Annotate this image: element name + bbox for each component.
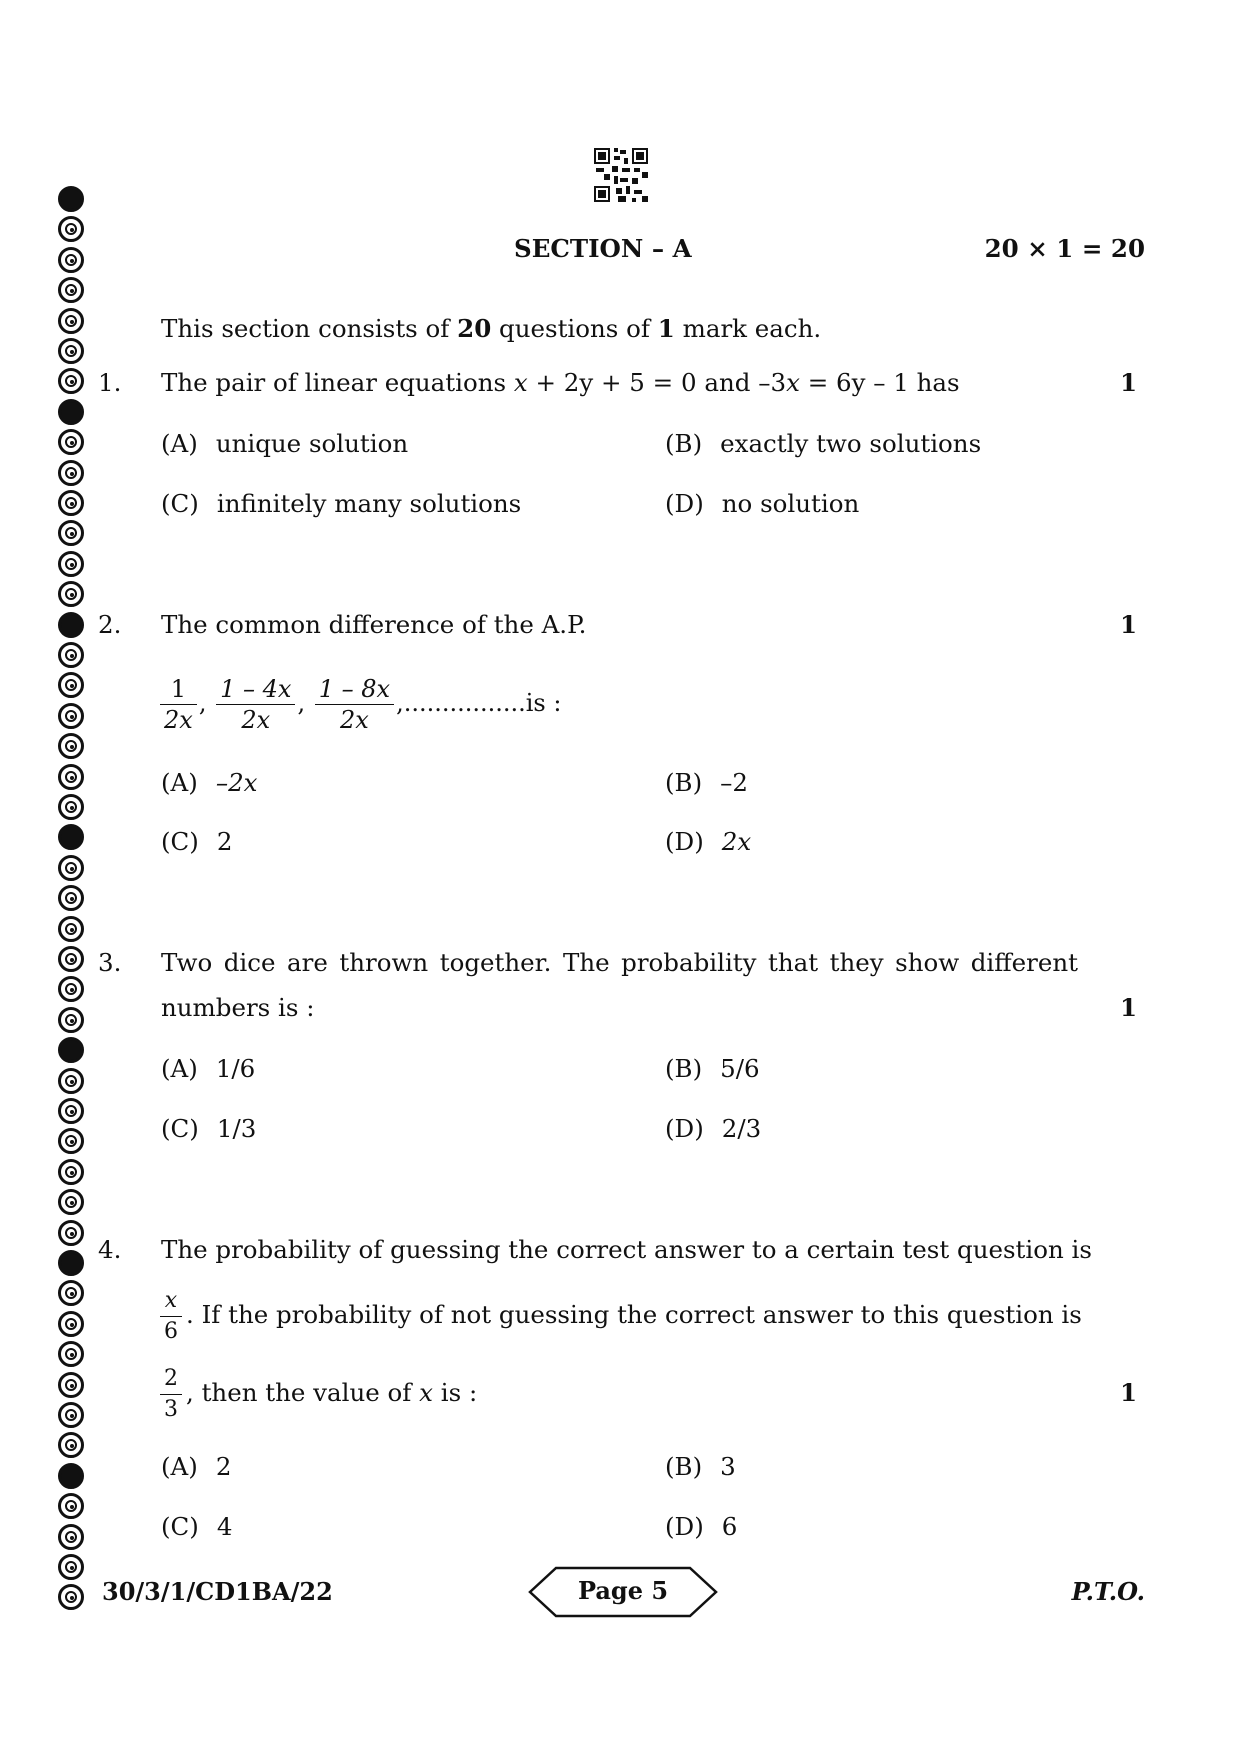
section-title: SECTION – A xyxy=(514,234,692,263)
concentric-marker-icon xyxy=(58,764,84,790)
concentric-marker-icon xyxy=(58,1554,84,1580)
concentric-marker-icon xyxy=(58,1402,84,1428)
concentric-marker-icon xyxy=(58,581,84,607)
question-3-text-line-1: Two dice are thrown together. The probability that they show different xyxy=(161,948,1078,977)
section-marks: 20 × 1 = 20 xyxy=(984,234,1145,263)
qr-code xyxy=(594,148,648,202)
question-number-3: 3. xyxy=(98,948,122,977)
ap-term-1: $\frac{1}{2x}$ xyxy=(160,674,197,735)
q2-option-c: (C) 2 xyxy=(161,827,233,856)
q3-option-d: (D) 2/3 xyxy=(665,1114,762,1143)
concentric-marker-icon xyxy=(58,216,84,242)
concentric-marker-icon xyxy=(58,1432,84,1458)
q4-option-b: (B) 3 xyxy=(665,1452,736,1481)
concentric-marker-icon xyxy=(58,338,84,364)
q3-option-a: (A) 1/6 xyxy=(161,1054,256,1083)
concentric-marker-icon xyxy=(58,1372,84,1398)
concentric-marker-icon xyxy=(58,885,84,911)
concentric-marker-icon xyxy=(58,672,84,698)
please-turn-over: P.T.O. xyxy=(1071,1577,1145,1606)
concentric-marker-icon xyxy=(58,1341,84,1367)
solid-marker-icon xyxy=(58,612,84,638)
concentric-marker-icon xyxy=(58,703,84,729)
concentric-marker-icon xyxy=(58,1493,84,1519)
concentric-marker-icon xyxy=(58,1189,84,1215)
question-number-2: 2. xyxy=(98,610,122,639)
question-3-marks: 1 xyxy=(1119,993,1137,1022)
concentric-marker-icon xyxy=(58,976,84,1002)
concentric-marker-icon xyxy=(58,642,84,668)
concentric-marker-icon xyxy=(58,460,84,486)
solid-marker-icon xyxy=(58,186,84,212)
q4-option-d: (D) 6 xyxy=(665,1512,738,1541)
question-2-marks: 1 xyxy=(1119,610,1137,639)
question-4-marks: 1 xyxy=(1119,1378,1137,1407)
solid-marker-icon xyxy=(58,1250,84,1276)
q1-option-b: (B) exactly two solutions xyxy=(665,429,982,458)
q1-option-c: (C) infinitely many solutions xyxy=(161,489,522,518)
page-number: Page 5 xyxy=(577,1576,669,1605)
solid-marker-icon xyxy=(58,824,84,850)
question-3-text-line-2: numbers is : xyxy=(161,993,315,1022)
concentric-marker-icon xyxy=(58,1280,84,1306)
section-intro: This section consists of 20 questions of 1 mark each. xyxy=(161,314,822,343)
q4-option-c: (C) 4 xyxy=(161,1512,233,1541)
ap-sequence: $\frac{1}{2x}$ , $\frac{1 - 4x}{2x}$ , $\frac{1 - 8x}{2x}$ ,................is : xyxy=(158,674,561,735)
paper-code: 30/3/1/CD1BA/22 xyxy=(102,1577,333,1606)
ap-term-2: $\frac{1 - 4x}{2x}$ xyxy=(216,674,295,735)
concentric-marker-icon xyxy=(58,1068,84,1094)
question-4-fraction-2: $\frac{2}{3}$ xyxy=(158,1364,184,1425)
concentric-marker-icon xyxy=(58,1007,84,1033)
solid-marker-icon xyxy=(58,1463,84,1489)
q2-option-b: (B) –2 xyxy=(665,768,748,797)
concentric-marker-icon xyxy=(58,1524,84,1550)
question-1-text: The pair of linear equations x + 2y + 5 = 0 and –3x = 6y – 1 has xyxy=(161,368,960,397)
concentric-marker-icon xyxy=(58,855,84,881)
q3-option-b: (B) 5/6 xyxy=(665,1054,760,1083)
concentric-marker-icon xyxy=(58,1098,84,1124)
concentric-marker-icon xyxy=(58,1220,84,1246)
concentric-marker-icon xyxy=(58,368,84,394)
q1-option-d: (D) no solution xyxy=(665,489,860,518)
concentric-marker-icon xyxy=(58,308,84,334)
q2-option-d: (D) 2x xyxy=(665,827,752,856)
question-4-text-line-2: . If the probability of not guessing the correct answer to this question is xyxy=(186,1300,1082,1329)
concentric-marker-icon xyxy=(58,1584,84,1610)
concentric-marker-icon xyxy=(58,247,84,273)
concentric-marker-icon xyxy=(58,1128,84,1154)
concentric-marker-icon xyxy=(58,733,84,759)
q1-option-a: (A) unique solution xyxy=(161,429,409,458)
question-4-text-line-1: The probability of guessing the correct answer to a certain test question is xyxy=(161,1235,1092,1264)
concentric-marker-icon xyxy=(58,1159,84,1185)
solid-marker-icon xyxy=(58,1037,84,1063)
question-2-text: The common difference of the A.P. xyxy=(161,610,587,639)
concentric-marker-icon xyxy=(58,490,84,516)
ap-term-3: $\frac{1 - 8x}{2x}$ xyxy=(315,674,394,735)
q4-option-a: (A) 2 xyxy=(161,1452,232,1481)
concentric-marker-icon xyxy=(58,277,84,303)
concentric-marker-icon xyxy=(58,1311,84,1337)
question-4-fraction-1: $\frac{x}{6}$ xyxy=(158,1286,184,1347)
question-number-1: 1. xyxy=(98,368,122,397)
solid-marker-icon xyxy=(58,399,84,425)
concentric-marker-icon xyxy=(58,520,84,546)
question-number-4: 4. xyxy=(98,1235,122,1264)
concentric-marker-icon xyxy=(58,551,84,577)
concentric-marker-icon xyxy=(58,946,84,972)
q2-option-a: (A) –2x xyxy=(161,768,258,797)
q3-option-c: (C) 1/3 xyxy=(161,1114,257,1143)
question-4-text-line-3: , then the value of x is : xyxy=(186,1378,478,1407)
concentric-marker-icon xyxy=(58,916,84,942)
concentric-marker-icon xyxy=(58,429,84,455)
concentric-marker-icon xyxy=(58,794,84,820)
question-1-marks: 1 xyxy=(1119,368,1137,397)
